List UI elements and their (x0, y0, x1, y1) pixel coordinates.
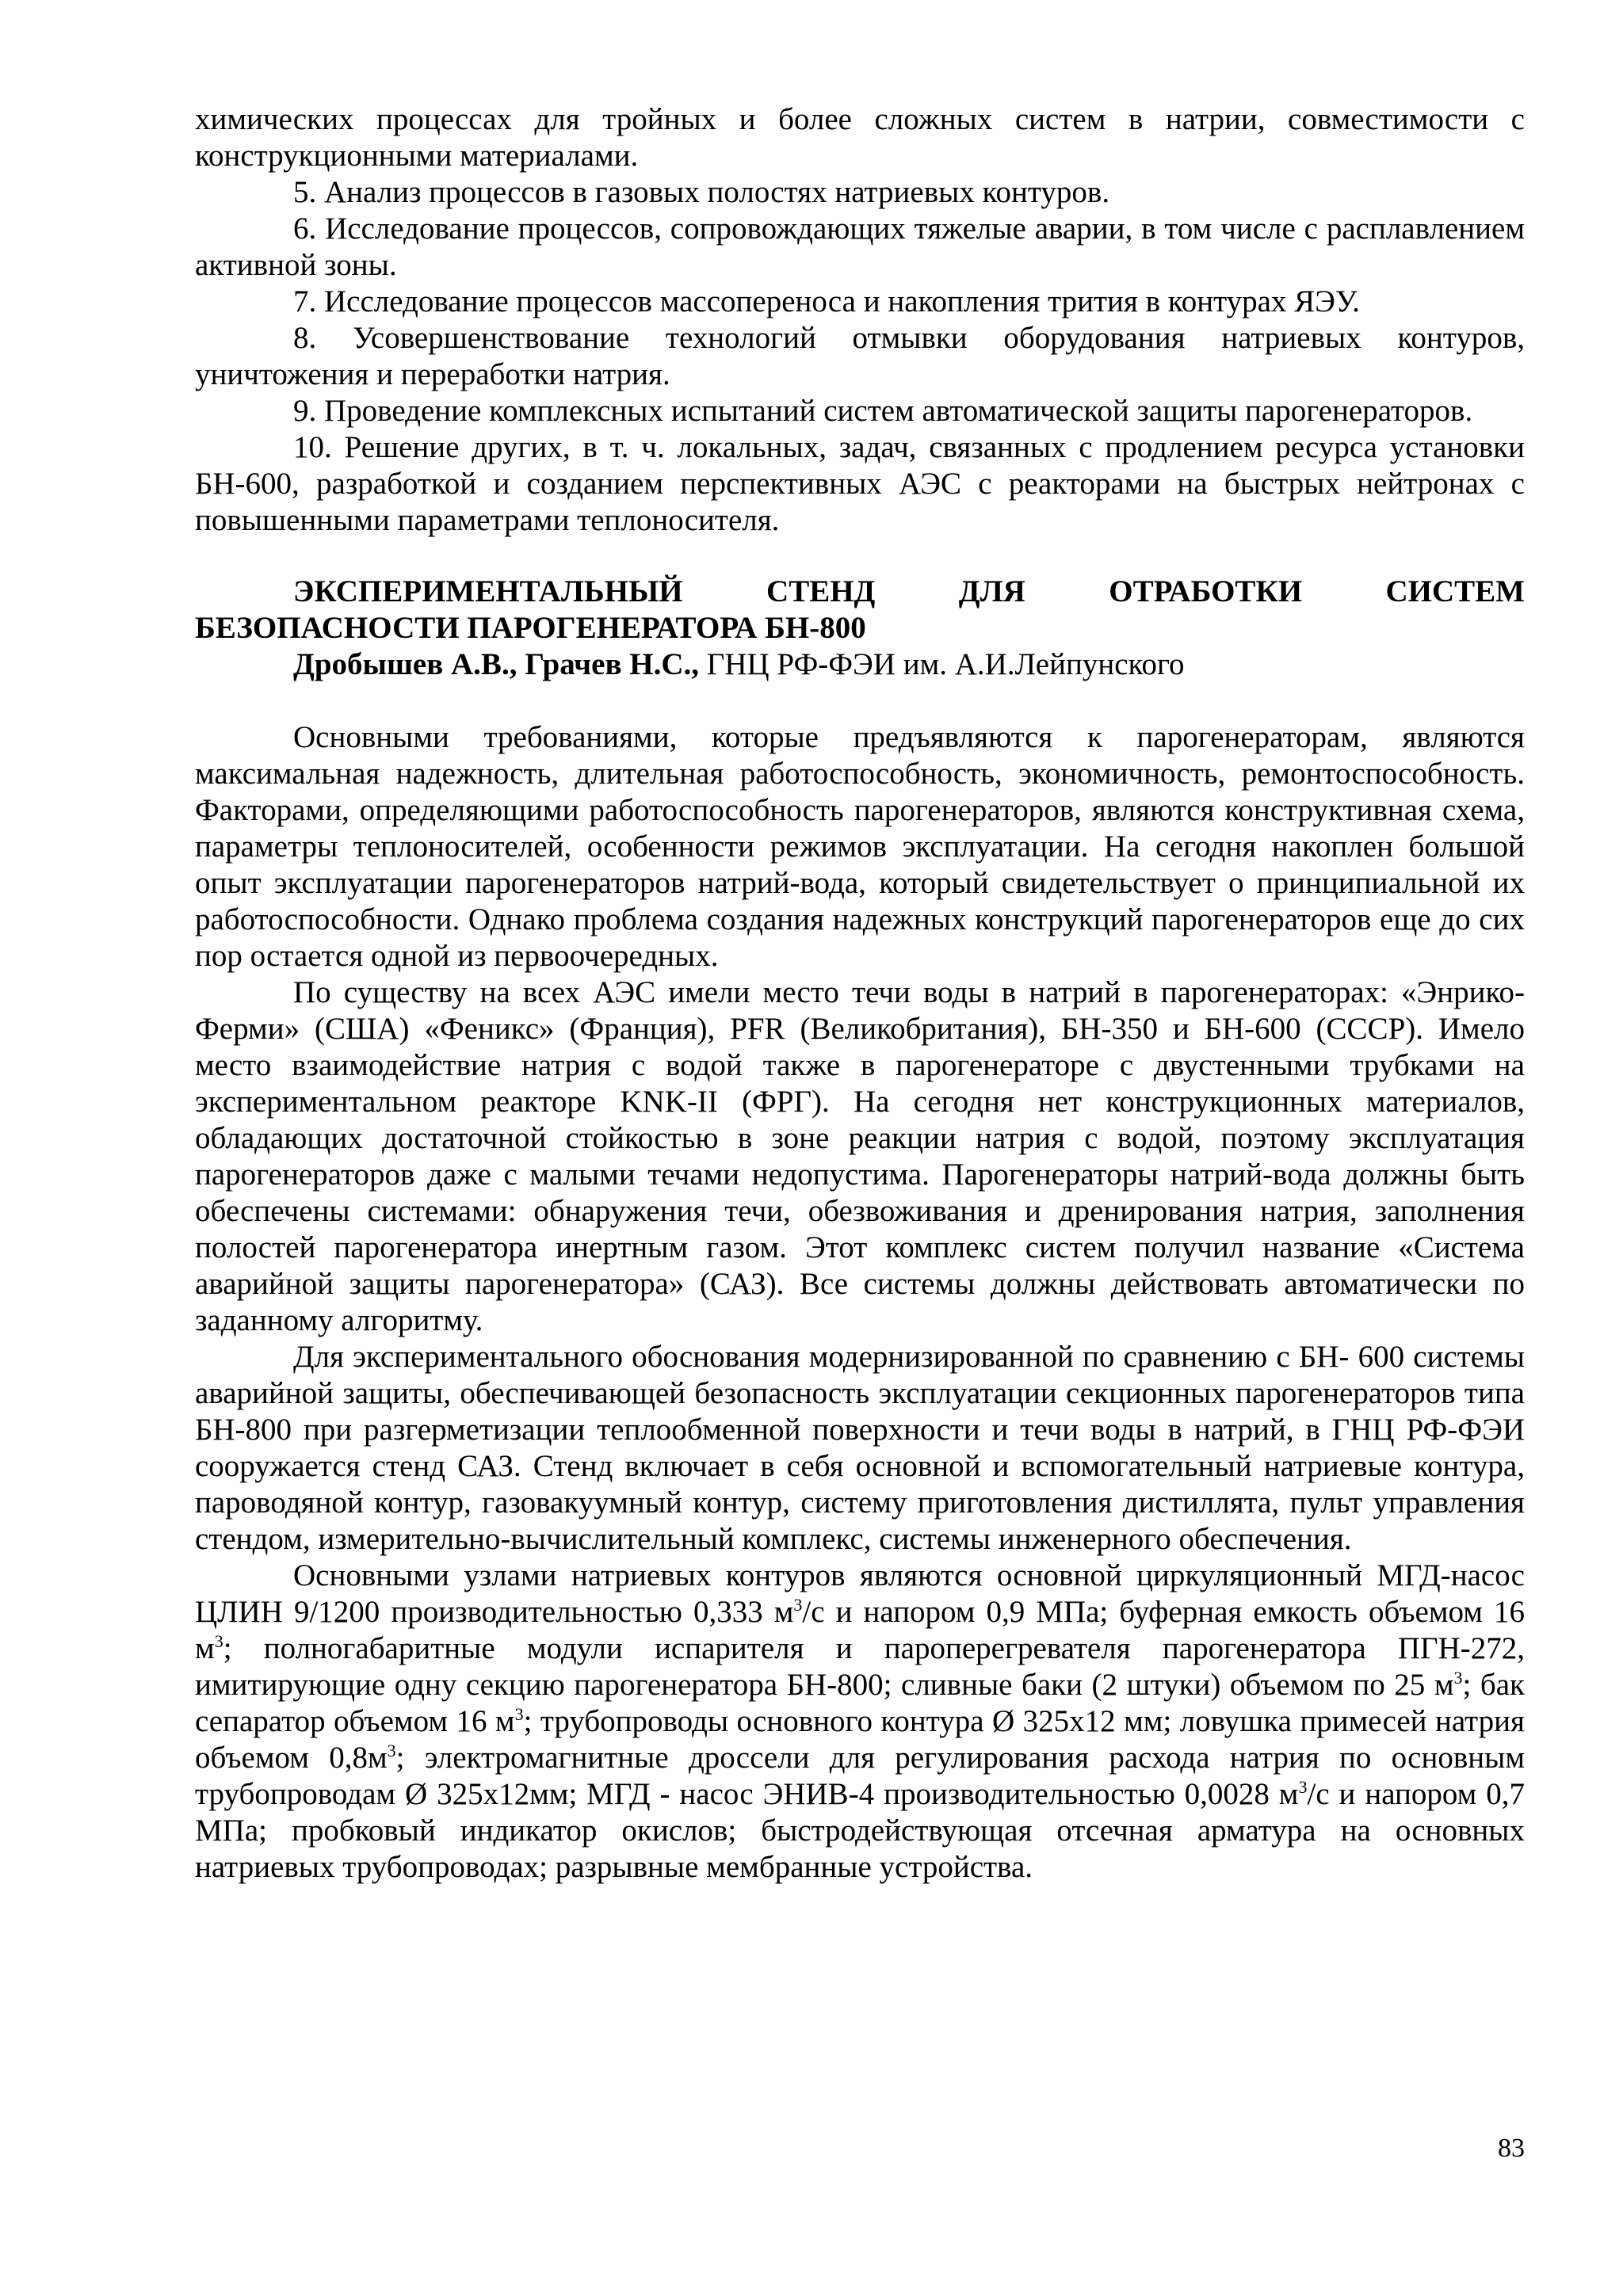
list-item-8: 8. Усовершенствование технологий отмывки оборудования натриевых контуров, уничтожения и переработки натрия. (195, 321, 1525, 391)
title-word: ЭКСПЕРИМЕНТАЛЬНЫЙ (293, 574, 683, 608)
section-spacer (195, 539, 1525, 574)
author-affiliation: ГНЦ РФ-ФЭИ им. А.И.Лейпунского (699, 647, 1185, 681)
paragraph-text: ; полногабаритные модули испарителя и пароперегревателя парогенератора ПГН-272, имитирующие одну секцию парогенератора БН-800; сливные баки (2 штуки) объемом по 25 м (195, 1631, 1525, 1702)
title-word: ОТРАБОТКИ (1109, 574, 1303, 608)
paragraph-text: ; трубопроводы основного контура Ø 325х12 мм; ловушка примесей натрия объемом 0,8м (195, 1704, 1525, 1775)
list-item-9: 9. Проведение комплексных испытаний систем автоматической защиты парогенераторов. (293, 394, 1473, 428)
paragraph-text: Основными узлами натриевых контуров являются основной циркуляционный МГД-насос ЦЛИН 9/1200 производительностью 0,333 м (195, 1558, 1525, 1629)
superscript: 3 (1298, 1777, 1308, 1797)
title-word: СИСТЕМ (1385, 574, 1525, 608)
title-word: СТЕНД (766, 574, 876, 608)
list-item-10: 10. Решение других, в т. ч. локальных, задач, связанных с продлением ресурса установки БН-600, разработкой и созданием перспективных АЭС с реакторами на быстрых нейтронах с повышенными параметрами теплоносителя. (195, 430, 1525, 537)
section-spacer (195, 683, 1525, 719)
paragraph-text: /с и напором 0,9 МПа; буферная емкость объемом 16 м (195, 1595, 1525, 1665)
article-title-line-2: БЕЗОПАСНОСТИ ПАРОГЕНЕРАТОРА БН-800 (195, 611, 866, 645)
superscript: 3 (387, 1741, 396, 1760)
paragraph-text: ; бак сепаратор объемом 16 м (195, 1668, 1525, 1738)
body-paragraph-4 (195, 1558, 1525, 1886)
list-item-7: 7. Исследование процессов массопереноса и накопления трития в контурах ЯЭУ. (293, 284, 1360, 318)
list-item-6: 6. Исследование процессов, сопровождающих тяжелые аварии, в том числе с расплавлением активной зоны. (195, 212, 1525, 282)
list-item-5: 5. Анализ процессов в газовых полостях натриевых контуров. (293, 175, 1110, 209)
superscript: 3 (214, 1631, 223, 1651)
superscript: 3 (793, 1595, 803, 1615)
author-names: Дробышев А.В., Грачев Н.С., (293, 647, 700, 681)
document-page (195, 101, 1525, 1886)
body-paragraph-3: Для экспериментального обоснования модернизированной по сравнению с БН- 600 системы аварийной защиты, обеспечивающей безопасность эксплуатации секционных парогенераторов типа БН-800 при разгерметизации теплообменной поверхности и течи воды в натрий, в ГНЦ РФ-ФЭИ сооружается стенд САЗ. Стенд включает в себя основной и вспомогательный натриевые контура, пароводяной контур, газовакуумный контур, систему приготовления дистиллята, пульт управления стендом, измерительно-вычислительный комплекс, системы инженерного обеспечения. (195, 1340, 1525, 1556)
page-number: 83 (1498, 2134, 1525, 2163)
superscript: 3 (1453, 1668, 1463, 1688)
title-word: ДЛЯ (958, 574, 1025, 608)
paragraph-text: ; электромагнитные дроссели для регулирования расхода натрия по основным трубопроводам Ø 325х12мм; МГД - насос ЭНИВ-4 производительностью 0,0028 м (195, 1741, 1525, 1811)
article-title-line-1 (195, 574, 1525, 610)
intro-continuation: химических процессах для тройных и более сложных систем в натрии, совместимости с конструкционными материалами. (195, 102, 1525, 173)
paragraph-text: /с и напором 0,7 МПа; пробковый индикатор окислов; быстродействующая отсечная арматура на основных натриевых трубопроводах; разрывные мембранные устройства. (195, 1777, 1525, 1884)
body-paragraph-1: Основными требованиями, которые предъявляются к парогенераторам, являются максимальная надежность, длительная работоспособность, экономичность, ремонтоспособность. Факторами, определяющими работоспособность парогенераторов, являются конструктивная схема, параметры теплоносителей, особенности режимов эксплуатации. На сегодня накоплен большой опыт эксплуатации парогенераторов натрий-вода, который свидетельствует о принципиальной их работоспособности. Однако проблема создания надежных конструкций парогенераторов еще до сих пор остается одной из первоочередных. (195, 720, 1525, 973)
body-paragraph-2: По существу на всех АЭС имели место течи воды в натрий в парогенераторах: «Энрико-Ферми» (США) «Феникс» (Франция), PFR (Великобритания), БН-350 и БН-600 (СССР). Имело место взаимодействие натрия с водой также в парогенераторе с двустенными трубками на экспериментальном реакторе KNK-II (ФРГ). На сегодня нет конструкционных материалов, обладающих достаточной стойкостью в зоне реакции натрия с водой, поэтому эксплуатация парогенераторов даже с малыми течами недопустима. Парогенераторы натрий-вода должны быть обеспечены системами: обнаружения течи, обезвоживания и дренирования натрия, заполнения полостей парогенератора инертным газом. Этот комплекс систем получил название «Система аварийной защиты парогенератора» (САЗ). Все системы должны действовать автоматически по заданному алгоритму. (195, 975, 1525, 1337)
article-authors (195, 646, 1525, 683)
superscript: 3 (514, 1704, 524, 1724)
